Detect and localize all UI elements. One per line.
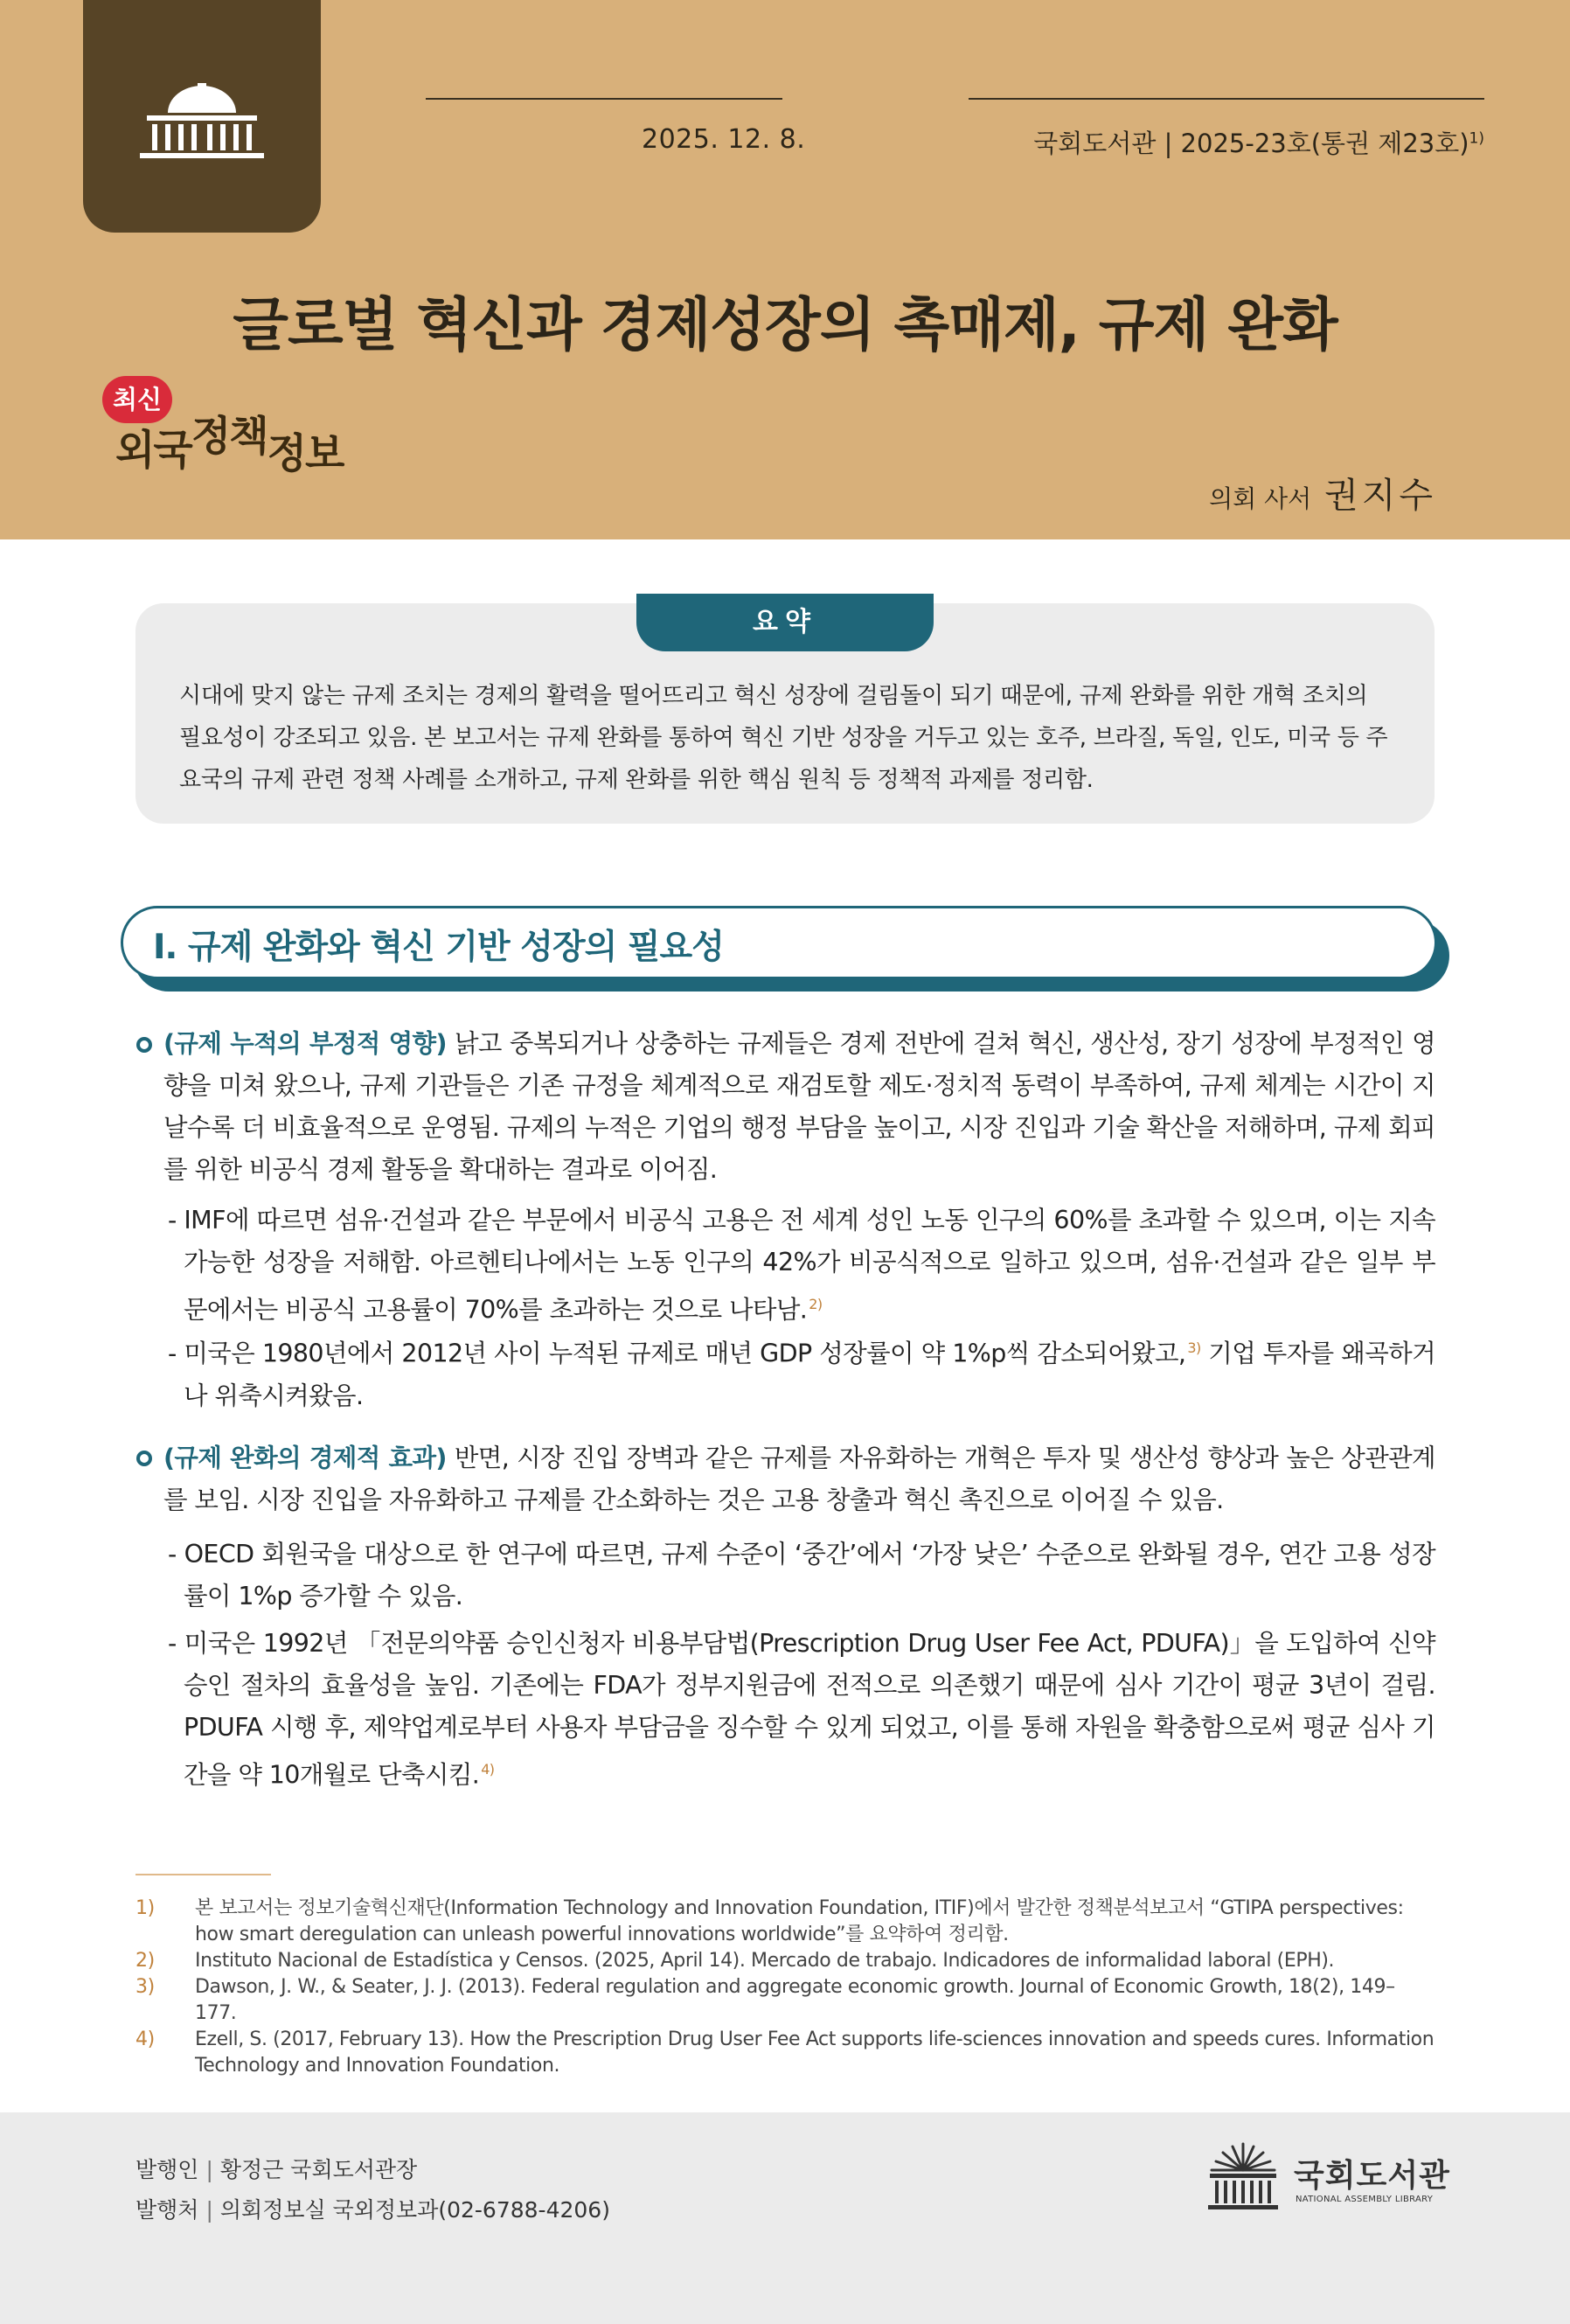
footnote-text: Dawson, J. W., & Seater, J. J. (2013). Federal regulation and aggregate economic growth. Journal of Economic Growth, 18(2), 149–177. xyxy=(195,1976,1395,2024)
footnote-ref: 2) xyxy=(809,1296,823,1312)
summary-tab xyxy=(636,594,934,651)
paragraph-lead: (규제 누적의 부정적 영향) xyxy=(163,1029,447,1058)
sub-item-us-growth xyxy=(168,1327,1435,1417)
paragraph-regulation-accumulation xyxy=(163,1023,1435,1191)
author xyxy=(1209,468,1436,518)
section-title: Ⅰ. 규제 완화와 혁신 기반 성장의 필요성 xyxy=(153,928,724,967)
national-assembly-building-icon xyxy=(131,83,273,164)
publisher-name: 황정근 국회도서관장 xyxy=(219,2157,418,2182)
author-role: 의회 사서 xyxy=(1209,484,1312,513)
paragraph-text: 낡고 중복되거나 상충하는 규제들은 경제 전반에 걸쳐 혁신, 생산성, 장기 성장에 부정적인 영향을 미쳐 왔으나, 규제 기관들은 기존 규정을 체계적으로 재검토할 제도·정치적 동력이 부족하여, 규제 체계는 시간이 지날수록 더 비효율적으로 운영됨. 규제의 누적은 기업의 행정 부담을 높이고, 시장 진입과 기술 확산을 저해하며, 규제 회피를 위한 비공식 경제 활동을 확대하는 결과로 이어짐. xyxy=(163,1029,1435,1184)
sub-item-imf xyxy=(168,1200,1435,1332)
sub-item-text-cont: 기업 투자를 왜곡하거나 위축시켜왔음. xyxy=(184,1339,1435,1410)
circle-bullet-icon xyxy=(136,1451,152,1466)
summary-text: 시대에 맞지 않는 규제 조치는 경제의 활력을 떨어뜨리고 혁신 성장에 걸림돌이 되기 때문에, 규제 완화를 위한 개혁 조치의 필요성이 강조되고 있음. 본 보고서는 규제 완화를 통하여 혁신 기반 성장을 거두고 있는 호주, 브라질, 독일, 인도, 미국 등 주요국의 규제 관련 정책 사례를 소개하고, 규제 완화를 위한 핵심 원칙 등 정책적 과제를 정리함. xyxy=(179,683,1388,793)
national-assembly-library-logo-icon xyxy=(1206,2140,1280,2216)
footnote-rule xyxy=(135,1874,271,1875)
publisher-label: 발행인 xyxy=(135,2157,199,2182)
footnote-number: 3) xyxy=(135,1976,155,1998)
paragraph-deregulation-effect xyxy=(163,1437,1435,1521)
footnote-4 xyxy=(135,2027,1436,2079)
paragraph-lead: (규제 완화의 경제적 효과) xyxy=(163,1444,447,1472)
issue-number xyxy=(1033,124,1484,160)
sub-item-pdufa xyxy=(168,1623,1435,1797)
series-word-policy: 정책 xyxy=(191,413,267,461)
header-rule-left xyxy=(426,98,782,100)
paragraph-text: 반면, 시장 진입 장벽과 같은 규제를 자유화하는 개혁은 투자 및 생산성 향상과 높은 상관관계를 보임. 시장 진입을 자유화하고 규제를 간소화하는 것은 고용 창출과 혁신 촉진으로 이어질 수 있음. xyxy=(163,1444,1435,1514)
sub-item-text: - OECD 회원국을 대상으로 한 연구에 따르면, 규제 수준이 ‘중간’에서 ‘가장 낮은’ 수준으로 완화될 경우, 연간 고용 성장률이 1%p 증가할 수 있음. xyxy=(168,1540,1435,1611)
circle-bullet-icon xyxy=(136,1037,152,1053)
library-name-en: NATIONAL ASSEMBLY LIBRARY xyxy=(1296,2195,1434,2204)
footnote-text: 본 보고서는 정보기술혁신재단(Information Technology and Innovation Foundation, ITIF)에서 발간한 정책분석보고서 “GTIPA perspectives: how smart deregulation can unleash powerful innovations worldwide”를 요약하여 정리함. xyxy=(195,1897,1404,1945)
series-logo xyxy=(115,413,344,478)
author-name: 권지수 xyxy=(1324,476,1436,516)
publication-date: 2025. 12. 8. xyxy=(642,124,806,155)
issue-text: 국회도서관 | 2025-23호(통권 제23호) xyxy=(1033,129,1469,158)
publisher-line: 발행인 | 황정근 국회도서관장 xyxy=(135,2157,418,2182)
footnote-number: 4) xyxy=(135,2028,155,2050)
footnote-3 xyxy=(135,1974,1436,2027)
office-name: 의회정보실 국외정보과(02-6788-4206) xyxy=(219,2197,610,2223)
office-label: 발행처 xyxy=(135,2197,199,2223)
issue-footnote-ref: 1) xyxy=(1469,129,1484,148)
footnote-number: 2) xyxy=(135,1950,155,1972)
office-line: 발행처 | 의회정보실 국외정보과(02-6788-4206) xyxy=(135,2197,610,2223)
library-logo xyxy=(1206,2140,1450,2219)
sub-item-text: - 미국은 1992년 「전문의약품 승인신청자 비용부담법(Prescription Drug User Fee Act, PDUFA)」을 도입하여 신약 승인 절차의 효율성을 높임. 기존에는 FDA가 정부지원금에 전적으로 의존했기 때문에 심사 기간이 평균 3년이 걸림. PDUFA 시행 후, 제약업계로부터 사용자 부담금을 징수할 수 있게 되었고, 이를 통해 자원을 확충함으로써 평균 심사 기간을 약 10개월로 단축시킴. xyxy=(168,1629,1435,1790)
sub-item-text: - IMF에 따르면 섬유·건설과 같은 부문에서 비공식 고용은 전 세계 성인 노동 인구의 60%를 초과할 수 있으며, 이는 지속 가능한 성장을 저해함. 아르헨티나에서는 노동 인구의 42%가 비공식적으로 일하고 있으며, 섬유·건설과 같은 일부 부문에서는 비공식 고용률이 70%를 초과하는 것으로 나타남. xyxy=(168,1206,1435,1325)
footnote-text: Instituto Nacional de Estadística y Censos. (2025, April 14). Mercado de trabajo. Indicadores de informalidad laboral (EPH). xyxy=(195,1950,1335,1972)
latest-badge: 최신 xyxy=(102,376,172,423)
logo-tab xyxy=(83,0,321,233)
footnote-ref: 4) xyxy=(481,1761,495,1778)
header-rule-right xyxy=(969,98,1484,100)
page-title: 글로벌 혁신과 경제성장의 촉매제, 규제 완화 xyxy=(233,291,1337,358)
sub-item-oecd xyxy=(168,1534,1435,1618)
header-band xyxy=(0,0,1570,539)
series-word-foreign: 외국 xyxy=(115,427,191,475)
summary-label: 요약 xyxy=(753,607,817,637)
footnote-number: 1) xyxy=(135,1897,155,1919)
sub-item-text: - 미국은 1980년에서 2012년 사이 누적된 규제로 매년 GDP 성장률이 약 1%p씩 감소되어왔고, xyxy=(168,1339,1186,1368)
footnote-text: Ezell, S. (2017, February 13). How the Prescription Drug User Fee Act supports life-sciences innovation and speeds cures. Information Technology and Innovation Foundation. xyxy=(195,2028,1435,2077)
series-word-info: 정보 xyxy=(267,430,344,478)
footnote-ref: 3) xyxy=(1187,1339,1201,1356)
footnote-1 xyxy=(135,1896,1436,1948)
footnote-2 xyxy=(135,1948,1436,1974)
library-name-kr: 국회도서관 xyxy=(1294,2158,1450,2194)
footnotes xyxy=(135,1896,1436,2079)
